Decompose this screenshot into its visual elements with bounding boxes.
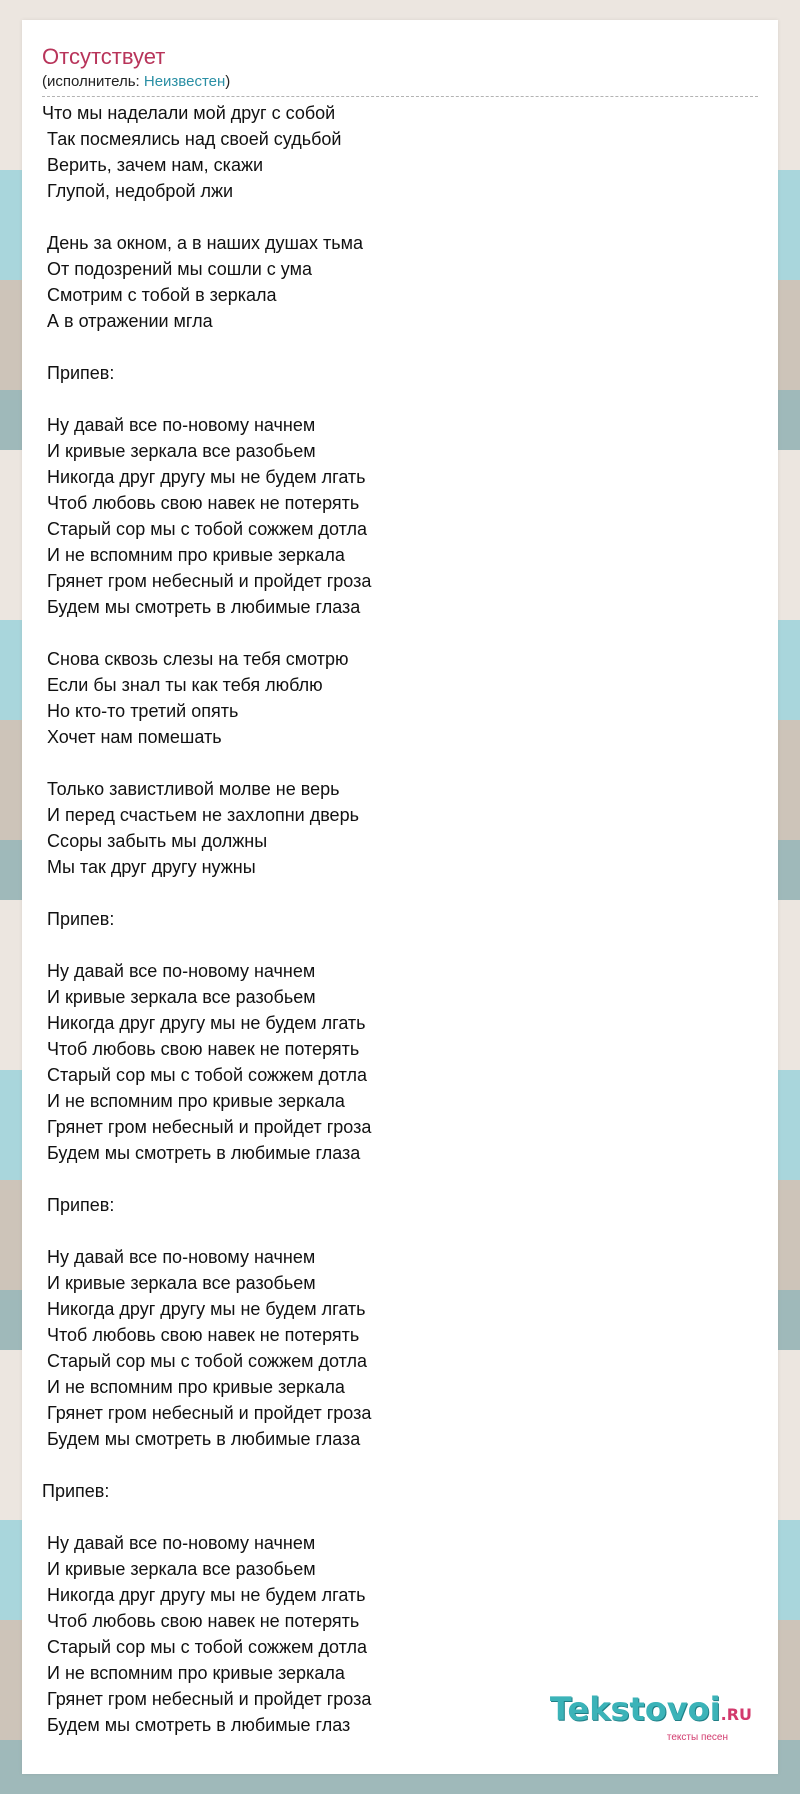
song-title: Отсутствует — [42, 44, 166, 69]
lyric-line: Ссоры забыть мы должны — [42, 831, 268, 851]
lyric-line: Если бы знал ты как тебя люблю — [42, 675, 323, 695]
artist-line — [42, 72, 758, 97]
lyric-line: И перед счастьем не захлопни дверь — [42, 805, 359, 825]
lyric-line — [42, 932, 758, 958]
lyric-line: Грянет гром небесный и пройдет гроза — [42, 1689, 372, 1709]
lyric-line: Старый сор мы с тобой сожжем дотла — [42, 1065, 367, 1085]
lyric-line: Никогда друг другу мы не будем лгать — [42, 1585, 366, 1605]
lyric-line: Старый сор мы с тобой сожжем дотла — [42, 519, 367, 539]
lyric-line — [42, 204, 758, 230]
lyric-line: Грянет гром небесный и пройдет гроза — [42, 571, 372, 591]
lyric-line: Ну давай все по-новому начнем — [42, 1533, 316, 1553]
lyric-line: И кривые зеркала все разобьем — [42, 1559, 316, 1579]
lyric-line: Ну давай все по-новому начнем — [42, 961, 316, 981]
lyric-line — [42, 386, 758, 412]
lyric-line: И не вспомним про кривые зеркала — [42, 1663, 345, 1683]
lyric-line: Только завистливой молве не верь — [42, 779, 340, 799]
lyric-line: Будем мы смотреть в любимые глаза — [42, 1429, 361, 1449]
lyric-line: Никогда друг другу мы не будем лгать — [42, 467, 366, 487]
lyric-line: Припев: — [42, 363, 115, 383]
lyric-line: И не вспомним про кривые зеркала — [42, 1377, 345, 1397]
lyric-line: Припев: — [42, 1481, 110, 1501]
lyric-line: Верить, зачем нам, скажи — [42, 155, 264, 175]
logo-suffix: .RU — [720, 1705, 752, 1724]
lyric-line: Ну давай все по-новому начнем — [42, 1247, 316, 1267]
lyric-line: Смотрим с тобой в зеркала — [42, 285, 277, 305]
lyric-line: Будем мы смотреть в любимые глаза — [42, 597, 361, 617]
lyric-line: И не вспомним про кривые зеркала — [42, 545, 345, 565]
lyric-line: Хочет нам помешать — [42, 727, 222, 747]
lyric-line: Старый сор мы с тобой сожжем дотла — [42, 1637, 367, 1657]
lyric-line: Ну давай все по-новому начнем — [42, 415, 316, 435]
logo-wordmark — [550, 1692, 752, 1732]
lyric-line: Припев: — [42, 1195, 115, 1215]
artist-link[interactable]: Неизвестен — [143, 73, 226, 90]
lyric-line: И кривые зеркала все разобьем — [42, 1273, 316, 1293]
lyric-line: Так посмеялись над своей судьбой — [42, 129, 342, 149]
lyric-line: Грянет гром небесный и пройдет гроза — [42, 1403, 372, 1423]
song-header — [42, 44, 758, 97]
lyric-line: День за окном, а в наших душах тьма — [42, 233, 363, 253]
lyric-line — [42, 1166, 758, 1192]
lyric-line — [42, 1452, 758, 1478]
lyric-line — [42, 334, 758, 360]
lyric-line: Глупой, недоброй лжи — [42, 181, 234, 201]
lyric-line: И не вспомним про кривые зеркала — [42, 1091, 345, 1111]
lyric-line: Никогда друг другу мы не будем лгать — [42, 1013, 366, 1033]
lyric-line — [42, 1218, 758, 1244]
logo-main-text: Tekstovoi — [549, 1690, 721, 1728]
lyric-line: Будем мы смотреть в любимые глаза — [42, 1143, 361, 1163]
lyric-line: И кривые зеркала все разобьем — [42, 441, 316, 461]
lyric-line — [42, 750, 758, 776]
lyric-line: Чтоб любовь свою навек не потерять — [42, 1611, 360, 1631]
lyrics-text — [42, 100, 758, 1738]
lyric-line: Чтоб любовь свою навек не потерять — [42, 1039, 360, 1059]
lyric-line — [42, 620, 758, 646]
lyric-line: Никогда друг другу мы не будем лгать — [42, 1299, 366, 1319]
lyric-line: Грянет гром небесный и пройдет гроза — [42, 1117, 372, 1137]
lyric-line: От подозрений мы сошли с ума — [42, 259, 312, 279]
lyric-line: И кривые зеркала все разобьем — [42, 987, 316, 1007]
logo-tagline: тексты песен — [666, 1732, 728, 1743]
lyric-line: Чтоб любовь свою навек не потерять — [42, 493, 360, 513]
artist-suffix: ) — [225, 73, 231, 90]
lyric-line: Что мы наделали мой друг с собой — [42, 103, 336, 123]
lyric-line: Чтоб любовь свою навек не потерять — [42, 1325, 360, 1345]
artist-prefix: (исполнитель: — [42, 73, 144, 90]
lyric-line: Припев: — [42, 909, 115, 929]
lyric-line: Мы так друг другу нужны — [42, 857, 256, 877]
lyric-line: Но кто-то третий опять — [42, 701, 239, 721]
site-logo[interactable] — [550, 1692, 752, 1744]
lyric-line: Старый сор мы с тобой сожжем дотла — [42, 1351, 367, 1371]
lyric-line: Снова сквозь слезы на тебя смотрю — [42, 649, 349, 669]
lyric-line — [42, 1504, 758, 1530]
lyric-line: Будем мы смотреть в любимые глаз — [42, 1715, 351, 1735]
lyric-line: А в отражении мгла — [42, 311, 213, 331]
lyrics-card — [22, 20, 778, 1774]
lyric-line — [42, 880, 758, 906]
